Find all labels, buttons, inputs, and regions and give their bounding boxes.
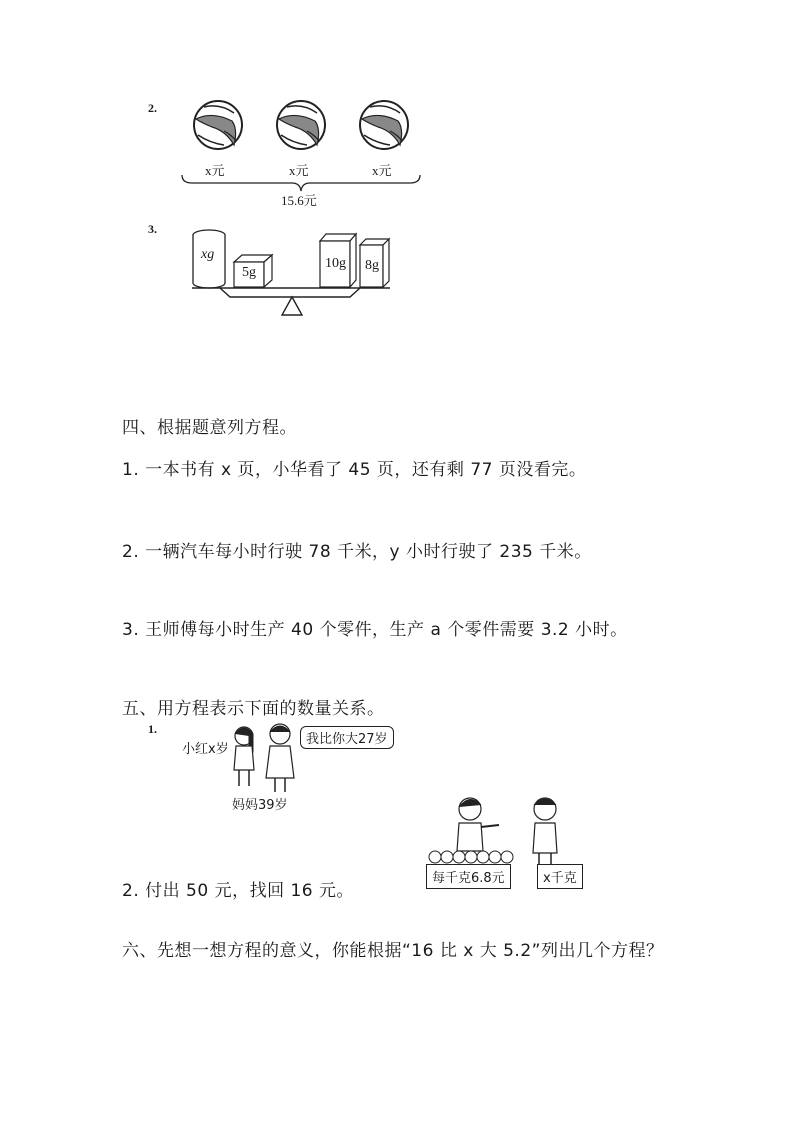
girl-age-label: 小红x岁: [182, 742, 229, 757]
weight-label: 10g: [325, 256, 346, 271]
weight-label: 8g: [365, 258, 379, 273]
question-number: 3.: [148, 222, 157, 236]
section-title: 四、根据题意列方程。: [122, 418, 297, 438]
speech-bubble: 我比你大27岁: [300, 726, 394, 749]
volleyball-icon: [277, 101, 325, 149]
volleyball-icon: [360, 101, 408, 149]
fruit-stall-figure: [425, 795, 575, 870]
weight-label: xg: [201, 247, 215, 262]
ball-price-label: x元: [289, 163, 309, 178]
total-price-label: 15.6元: [281, 193, 317, 208]
mother-age-label: 妈妈39岁: [232, 798, 288, 813]
section-title: 五、用方程表示下面的数量关系。: [122, 699, 385, 719]
weight-sign: x千克: [537, 864, 583, 889]
girl-and-mother-figure: [228, 722, 303, 794]
volleyball-icon: [194, 101, 242, 149]
weight-label: 5g: [242, 265, 256, 280]
question-text: 2. 一辆汽车每小时行驶 78 千米，y 小时行驶了 235 千米。: [122, 542, 592, 562]
question-number: 1.: [148, 722, 157, 736]
question-number: 2.: [148, 101, 157, 115]
question-text: 1. 一本书有 x 页，小华看了 45 页，还有剩 77 页没看完。: [122, 460, 587, 480]
price-sign: 每千克6.8元: [426, 864, 511, 889]
question-text: 3. 王师傅每小时生产 40 个零件，生产 a 个零件需要 3.2 小时。: [122, 620, 628, 640]
ball-price-label: x元: [205, 163, 225, 178]
section-title: 六、先想一想方程的意义，你能根据“16 比 x 大 5.2”列出几个方程？: [122, 941, 664, 961]
question-text: 2. 付出 50 元，找回 16 元。: [122, 881, 355, 901]
ball-price-label: x元: [372, 163, 392, 178]
